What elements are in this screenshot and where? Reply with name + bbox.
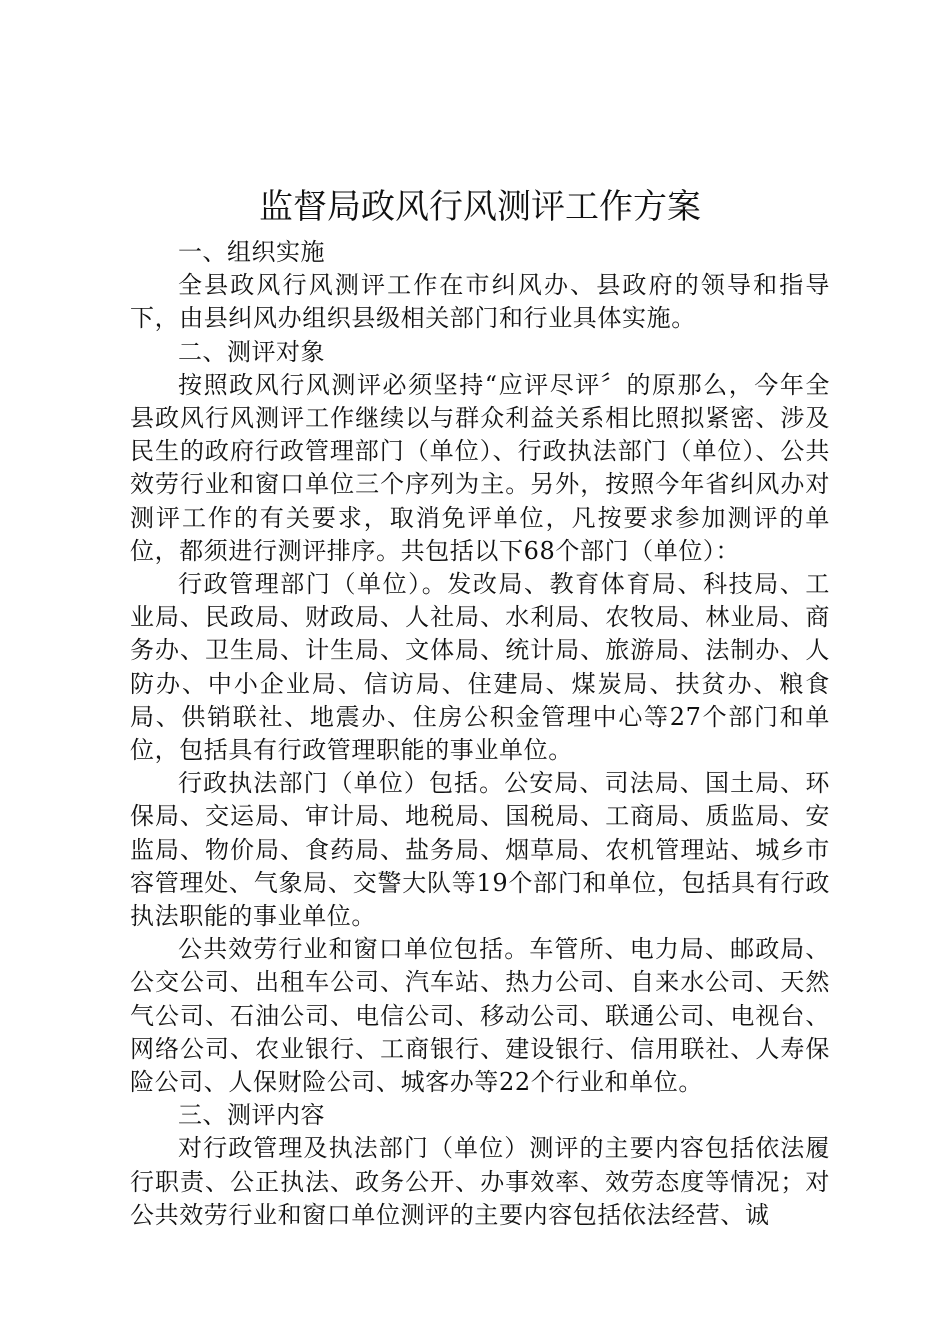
document-page (130, 180, 830, 1232)
paragraph-public-service: 公共效劳行业和窗口单位包括。车管所、电力局、邮政局、公交公司、出租车公司、汽车站、热力公司、自来水公司、天然气公司、石油公司、电信公司、移动公司、联通公司、电视台、网络公司、农业银行、工商银行、建设银行、信用联社、人寿保险公司、人保财险公司、城客办等22个行业和单位。 (130, 935, 830, 1097)
paragraph-admin-departments: 行政管理部门（单位）。发改局、教育体育局、科技局、工业局、民政局、财政局、人社局、水利局、农牧局、林业局、商务办、卫生局、计生局、文体局、统计局、旅游局、法制办、人防办、中小企业局、信访局、住建局、煤炭局、扶贫办、粮食局、供销联社、地震办、住房公积金管理中心等27个部门和单位，包括具有行政管理职能的事业单位。 (130, 570, 830, 765)
paragraph-targets: 按照政风行风测评必须坚持“应评尽评〞的原那么，今年全县政风行风测评工作继续以与群众利益关系相比照拟紧密、涉及民生的政府行政管理部门（单位）、行政执法部门（单位）、公共效劳行业和窗口单位三个序列为主。另外，按照今年省纠风办对测评工作的有关要求，取消免评单位，凡按要求参加测评的单位，都须进行测评排序。共包括以下68个部门（单位）： (130, 370, 830, 565)
paragraph-enforcement-departments: 行政执法部门（单位）包括。公安局、司法局、国土局、环保局、交运局、审计局、地税局、国税局、工商局、质监局、安监局、物价局、食药局、盐务局、烟草局、农机管理站、城乡市容管理处、气象局、交警大队等19个部门和单位，包括具有行政执法职能的事业单位。 (130, 769, 830, 931)
section-heading-organization: 一、组织实施 (178, 238, 325, 266)
paragraph-content: 对行政管理及执法部门（单位）测评的主要内容包括依法履行职责、公正执法、政务公开、办事效率、效劳态度等情况；对公共效劳行业和窗口单位测评的主要内容包括依法经营、诚 (130, 1134, 830, 1229)
section-heading-targets: 二、测评对象 (178, 337, 325, 366)
document-title: 监督局政风行风测评工作方案 (259, 187, 701, 227)
section-heading-content: 三、测评内容 (178, 1101, 325, 1130)
paragraph-organization: 全县政风行风测评工作在市纠风办、县政府的领导和指导下，由县纠风办组织县级相关部门和行业具体实施。 (130, 271, 830, 333)
